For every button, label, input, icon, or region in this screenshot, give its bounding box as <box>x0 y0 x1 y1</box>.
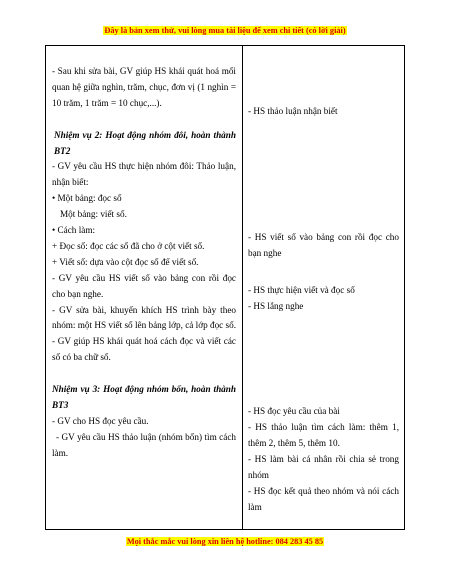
paragraph-task-2-intro: - GV yêu cầu HS thực hiện nhóm đôi: Thảo luận, nhận biết: <box>52 161 236 188</box>
paragraph-generalize: - GV giúp HS khái quát hoá cách đọc và viết các số có ba chữ số. <box>52 336 236 363</box>
task-2-heading: Nhiệm vụ 2: Hoạt động nhóm đôi, hoàn thành BT2 <box>54 129 236 156</box>
teacher-activities-column <box>46 46 243 529</box>
hotline-banner <box>0 537 450 546</box>
hotline-text: Mọi thắc mắc vui lòng xin liên hệ hotline: 084 283 45 85 <box>126 537 324 546</box>
bullet-method: • Cách làm: <box>52 225 96 236</box>
paragraph-correct-work: - GV sửa bài, khuyến khích HS trình bày theo nhóm: một HS viết số lên bảng lớp, cả lớp đọc số. <box>52 304 237 331</box>
preview-notice-text: Đây là bản xem thử, vui lòng mua tài liệu để xem chi tiết (có lời giải) <box>104 26 346 35</box>
student-find-method: - HS thảo luận tìm cách làm: thêm 1, thêm 2, thêm 5, thêm 10. <box>248 422 399 448</box>
paragraph-summary: - Sau khi sửa bài, GV giúp HS khái quát hoá mối quan hệ giữa nghìn, trăm, chục, đơn vị (1 nghìn = 10 trăm, 1 trăm = 10 chục,...). <box>52 66 236 108</box>
paragraph-read-requirement: - GV cho HS đọc yêu cầu. <box>52 415 149 426</box>
student-report-results: - HS đọc kết quả theo nhóm và nói cách làm <box>248 486 399 512</box>
bullet-write-table: Một bảng: viết số. <box>60 209 127 220</box>
student-write-board: - HS viết số vào bảng con rồi đọc cho bạn nghe <box>248 232 399 258</box>
student-read-requirement: - HS đọc yêu cầu của bài <box>248 406 340 416</box>
spacer <box>52 112 236 128</box>
student-activities-column <box>243 46 404 529</box>
bullet-read-table: • Một bảng: đọc số <box>52 193 122 204</box>
method-write-numbers: + Viết số: dựa vào cột đọc số để viết số. <box>52 256 199 267</box>
student-write-read: - HS thực hiện viết và đọc số <box>248 285 355 295</box>
lesson-plan-table <box>45 45 405 530</box>
student-individual-work: - HS làm bài cá nhân rồi chia sẻ trong nhóm <box>248 454 399 480</box>
method-read-numbers: + Đọc số: đọc các số đã cho ở cột viết số. <box>52 240 205 251</box>
paragraph-write-on-board: - GV yêu cầu HS viết số vào bảng con rồi đọc cho bạn nghe. <box>52 272 236 299</box>
task-3-heading: Nhiệm vụ 3: Hoạt động nhóm bốn, hoàn thành BT3 <box>52 384 236 410</box>
student-listen: - HS lắng nghe <box>248 301 304 311</box>
spacer <box>52 366 236 382</box>
student-discuss: - HS thảo luận nhận biết <box>248 106 338 116</box>
preview-notice-banner <box>0 26 450 35</box>
paragraph-group-discussion: - GV yêu cầu HS thảo luận (nhóm bốn) tìm cách làm. <box>52 431 236 458</box>
